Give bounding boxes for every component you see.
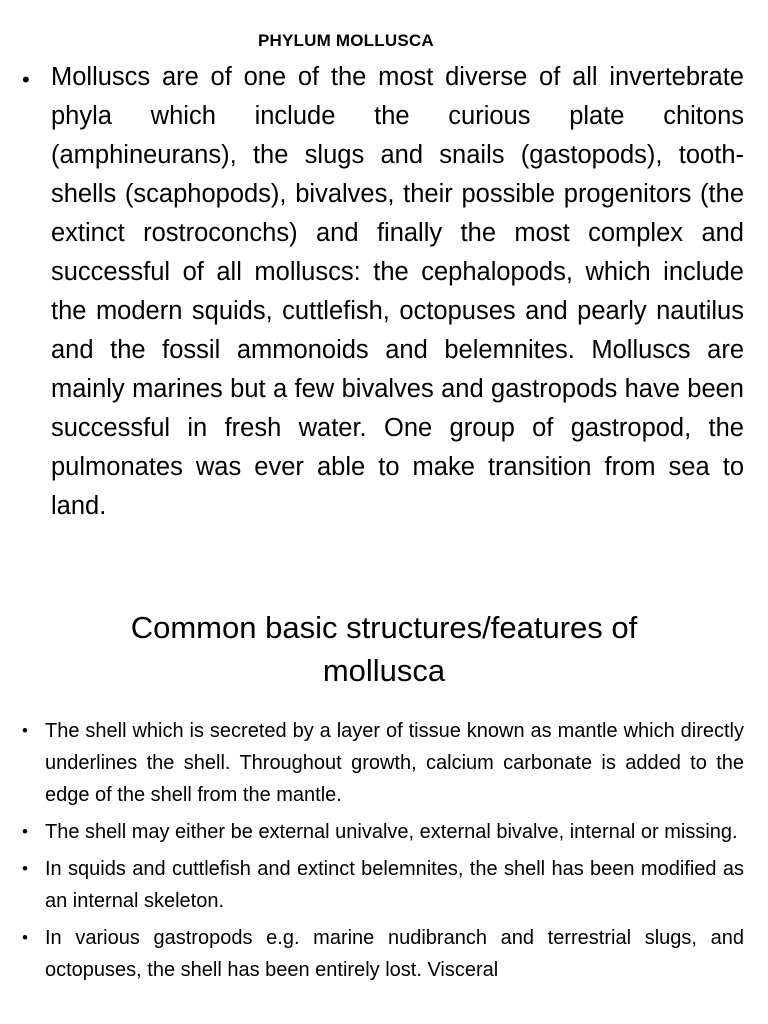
list-item [22,816,744,848]
bullet-marker: • [22,721,28,740]
section-heading: Common basic structures/features of mollusca [130,610,638,688]
intro-paragraph [22,58,744,526]
list-item-text: The shell may either be external univalve, external bivalve, internal or missing. [45,821,738,843]
list-item-text: In squids and cuttlefish and extinct belemnites, the shell has been modified as an internal skeleton. [45,858,744,912]
bullet-marker: • [22,822,28,841]
bullet-marker: • [22,928,28,947]
page-title: PHYLUM MOLLUSCA [258,31,434,50]
bullet-marker: • [22,859,28,878]
intro-text: Molluscs are of one of the most diverse of all invertebrate phyla which include the curious plate chitons (amphineurans), the slugs and snails (gastopods), tooth-shells (scaphopods), bivalves, their possible progenitors (the extinct rostroconchs) and finally the most complex and successful of all molluscs: the cephalopods, which include the modern squids, cuttlefish, octopuses and pearly nautilus and the fossil ammonoids and belemnites. Molluscs are mainly marines but a few bivalves and gastropods have been successful in fresh water. One group of gastropod, the pulmonates was ever able to make transition from sea to land. [51,63,744,520]
list-item [22,715,744,811]
list-item-text: In various gastropods e.g. marine nudibranch and terrestrial slugs, and octopuses, the shell has been entirely lost. Visceral [45,927,744,981]
list-item [22,922,744,986]
bullet-marker: • [22,67,30,92]
list-item-text: The shell which is secreted by a layer of tissue known as mantle which directly underlines the shell. Throughout growth, calcium carbonate is added to the edge of the shell from the mantle. [45,720,744,806]
list-item [22,853,744,917]
features-list [22,715,744,991]
